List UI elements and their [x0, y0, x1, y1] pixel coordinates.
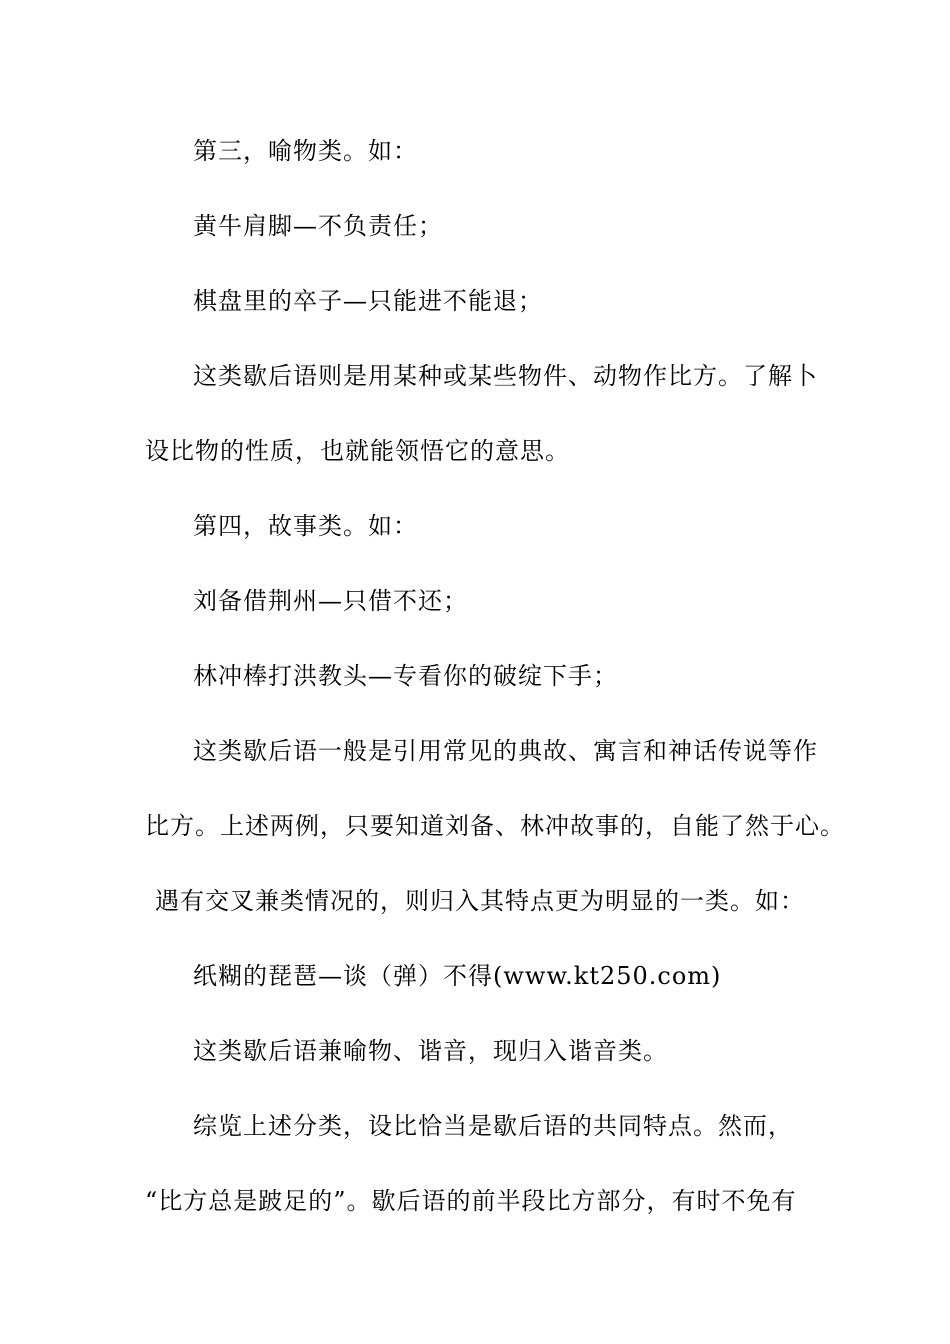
text-line-5: 设比物的性质，也就能领悟它的意思。 — [145, 437, 570, 465]
text-line-10: 比方。上述两例，只要知道刘备、林冲故事的，自能了然于心。 — [145, 812, 845, 840]
text-line-6: 第四，故事类。如： — [193, 512, 418, 540]
text-line-2: 黄牛肩脚—不负责任； — [193, 212, 443, 240]
text-line-14: 综览上述分类，设比恰当是歇后语的共同特点。然而， — [193, 1112, 793, 1140]
text-line-12: 纸糊的琵琶—谈（弹）不得(www.kt250.com) — [193, 962, 722, 990]
text-line-11: 遇有交叉兼类情况的，则归入其特点更为明显的一类。如： — [155, 887, 805, 915]
text-line-8: 林冲棒打洪教头—专看你的破绽下手； — [193, 662, 618, 690]
text-line-9: 这类歇后语一般是引用常见的典故、寓言和神话传说等作 — [193, 737, 818, 765]
text-line-13: 这类歇后语兼喻物、谐音，现归入谐音类。 — [193, 1037, 668, 1065]
text-line-3: 棋盘里的卒子—只能进不能退； — [193, 287, 543, 315]
text-line-1: 第三，喻物类。如： — [193, 137, 418, 165]
text-line-7: 刘备借荆州—只借不还； — [193, 587, 468, 615]
text-line-15: “比方总是跛足的”。歇后语的前半段比方部分，有时不免有 — [145, 1187, 797, 1215]
text-line-4: 这类歇后语则是用某种或某些物件、动物作比方。了解卜 — [193, 362, 818, 390]
